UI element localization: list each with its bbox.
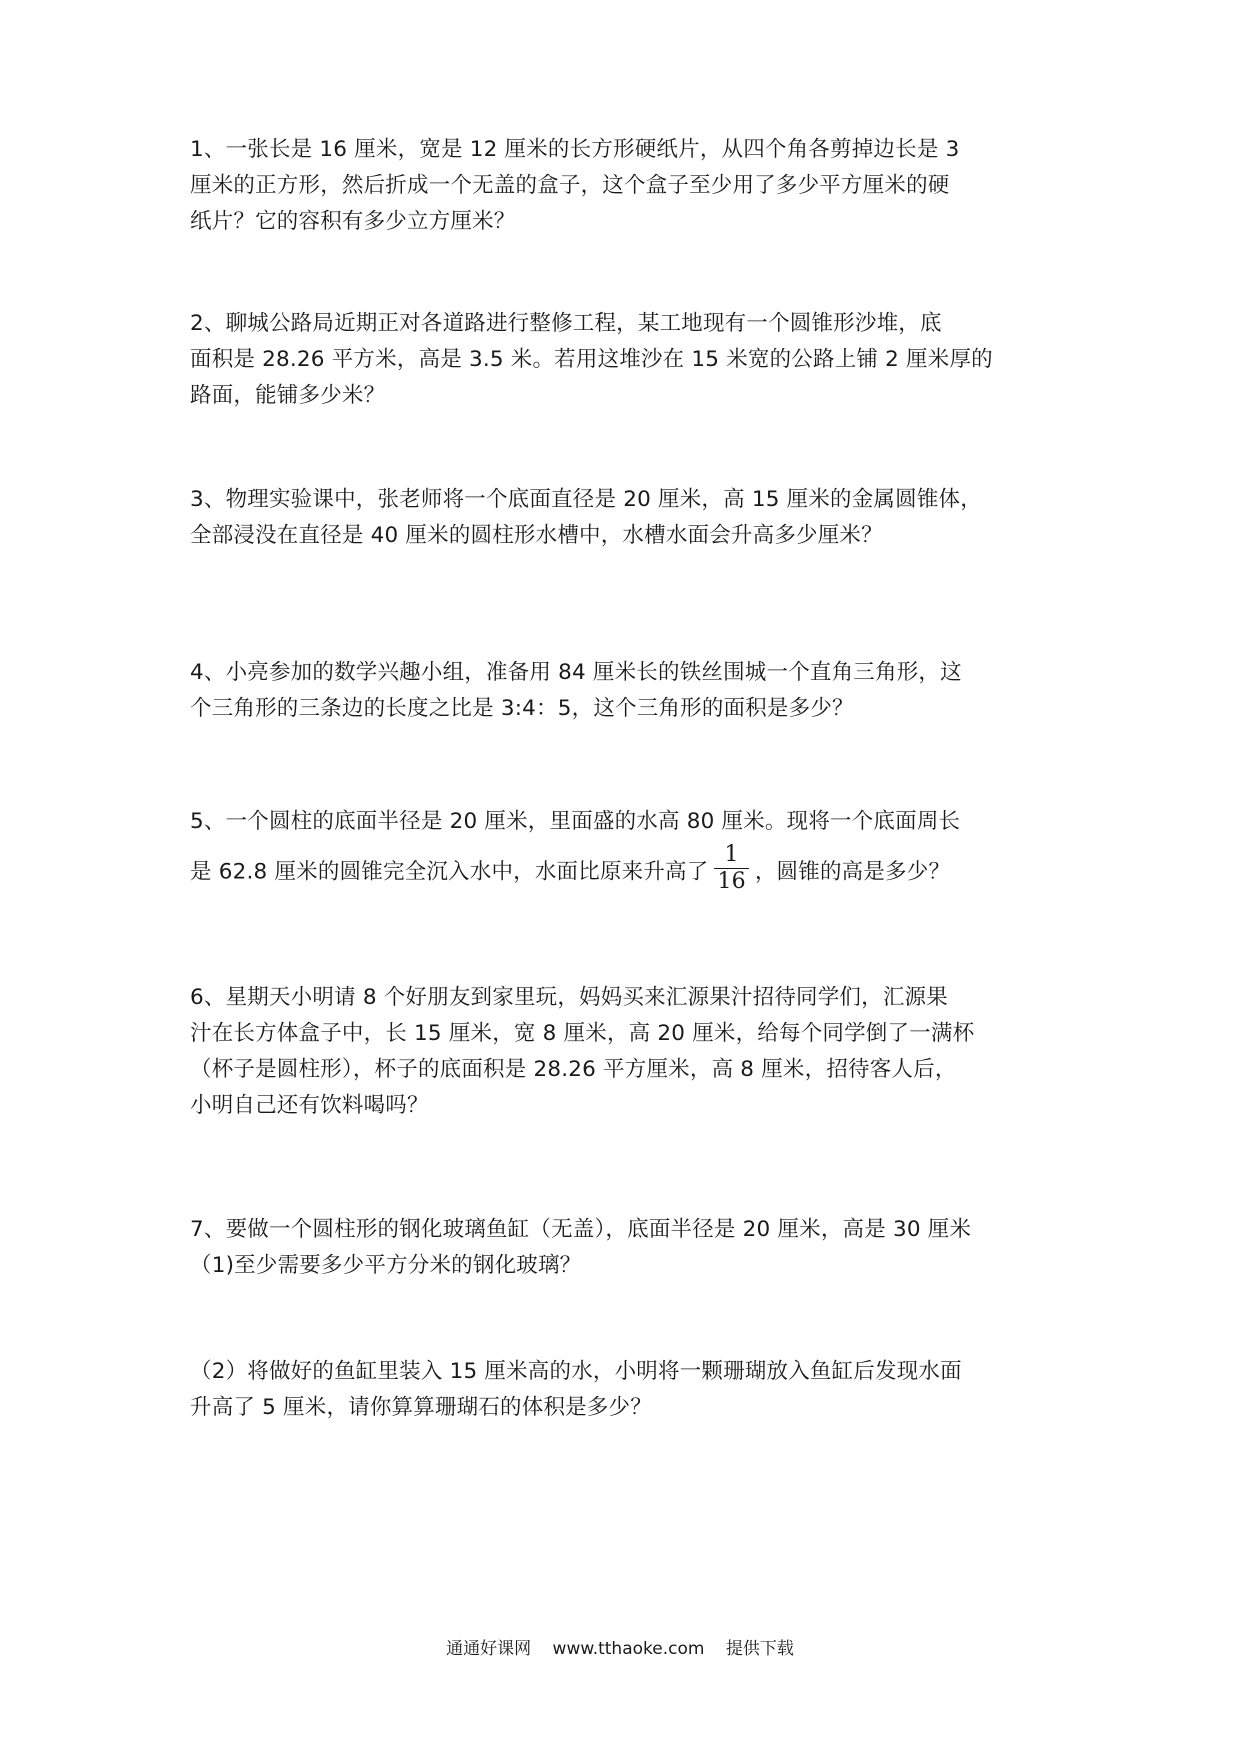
problem-7-part-2-line-2: 升高了 5 厘米，请你算算珊瑚石的体积是多少？ xyxy=(190,1395,652,1420)
problem-4-line-2: 个三角形的三条边的长度之比是 3:4：5，这个三角形的面积是多少？ xyxy=(190,696,854,721)
problem-6-line-4: 小明自己还有饮料喝吗？ xyxy=(190,1093,429,1118)
problem-5 xyxy=(190,804,1060,899)
problem-1 xyxy=(190,132,1060,240)
problem-6 xyxy=(190,980,1060,1124)
problem-7-line-2: （1)至少需要多少平方分米的钢化玻璃？ xyxy=(190,1253,582,1278)
problem-7-part-2 xyxy=(190,1354,1060,1426)
problem-6-line-1: 6、星期天小明请 8 个好朋友到家里玩，妈妈买来汇源果汁招待同学们，汇源果 xyxy=(190,985,948,1010)
problem-4 xyxy=(190,655,1060,727)
problem-3-line-2: 全部浸没在直径是 40 厘米的圆柱形水槽中，水槽水面会升高多少厘米？ xyxy=(190,523,883,548)
problem-6-line-2: 汁在长方体盒子中，长 15 厘米，宽 8 厘米，高 20 厘米，给每个同学倒了一满杯 xyxy=(190,1021,975,1046)
problem-6-line-3: （杯子是圆柱形），杯子的底面积是 28.26 平方厘米，高 8 厘米，招待客人后， xyxy=(190,1057,957,1082)
footer-site-name: 通通好课网 xyxy=(446,1639,532,1659)
problem-4-line-1: 4、小亮参加的数学兴趣小组，准备用 84 厘米长的铁丝围城一个直角三角形，这 xyxy=(190,660,962,685)
footer-suffix: 提供下载 xyxy=(725,1639,794,1659)
fraction-numerator: 1 xyxy=(714,842,748,869)
problem-5-line-2-after: ，圆锥的高是多少？ xyxy=(754,859,951,885)
problem-3 xyxy=(190,482,1060,554)
problem-5-line-1: 5、一个圆柱的底面半径是 20 厘米，里面盛的水高 80 厘米。现将一个底面周长 xyxy=(190,809,961,834)
problem-5-line-2-before: 是 62.8 厘米的圆锥完全沉入水中，水面比原来升高了 xyxy=(190,859,709,885)
problem-1-line-1: 1、一张长是 16 厘米，宽是 12 厘米的长方形硬纸片，从四个角各剪掉边长是 3 xyxy=(190,137,960,162)
footer-url[interactable]: www.tthaoke.com xyxy=(552,1639,705,1659)
problem-3-line-1: 3、物理实验课中，张老师将一个底面直径是 20 厘米，高 15 厘米的金属圆锥体， xyxy=(190,487,982,512)
problem-2 xyxy=(190,306,1060,414)
fraction-denominator: 16 xyxy=(717,869,746,894)
problem-1-line-3: 纸片？它的容积有多少立方厘米？ xyxy=(190,209,516,234)
problem-1-line-2: 厘米的正方形，然后折成一个无盖的盒子，这个盒子至少用了多少平方厘米的硬 xyxy=(190,173,950,198)
problem-2-line-1: 2、聊城公路局近期正对各道路进行整修工程，某工地现有一个圆锥形沙堆，底 xyxy=(190,311,942,336)
problem-7-part-1 xyxy=(190,1212,1060,1284)
fraction-one-sixteenth xyxy=(714,842,748,895)
page-footer xyxy=(0,1637,1240,1661)
problem-7-part-2-line-1: （2）将做好的鱼缸里装入 15 厘米高的水，小明将一颗珊瑚放入鱼缸后发现水面 xyxy=(190,1359,962,1384)
problem-2-line-2: 面积是 28.26 平方米，高是 3.5 米。若用这堆沙在 15 米宽的公路上铺 2 厘米厚的 xyxy=(190,347,993,372)
problem-7-line-1: 7、要做一个圆柱形的钢化玻璃鱼缸（无盖），底面半径是 20 厘米，高是 30 厘米 xyxy=(190,1217,972,1242)
problem-5-line-2 xyxy=(190,842,1060,899)
problem-2-line-3: 路面，能铺多少米？ xyxy=(190,383,386,408)
